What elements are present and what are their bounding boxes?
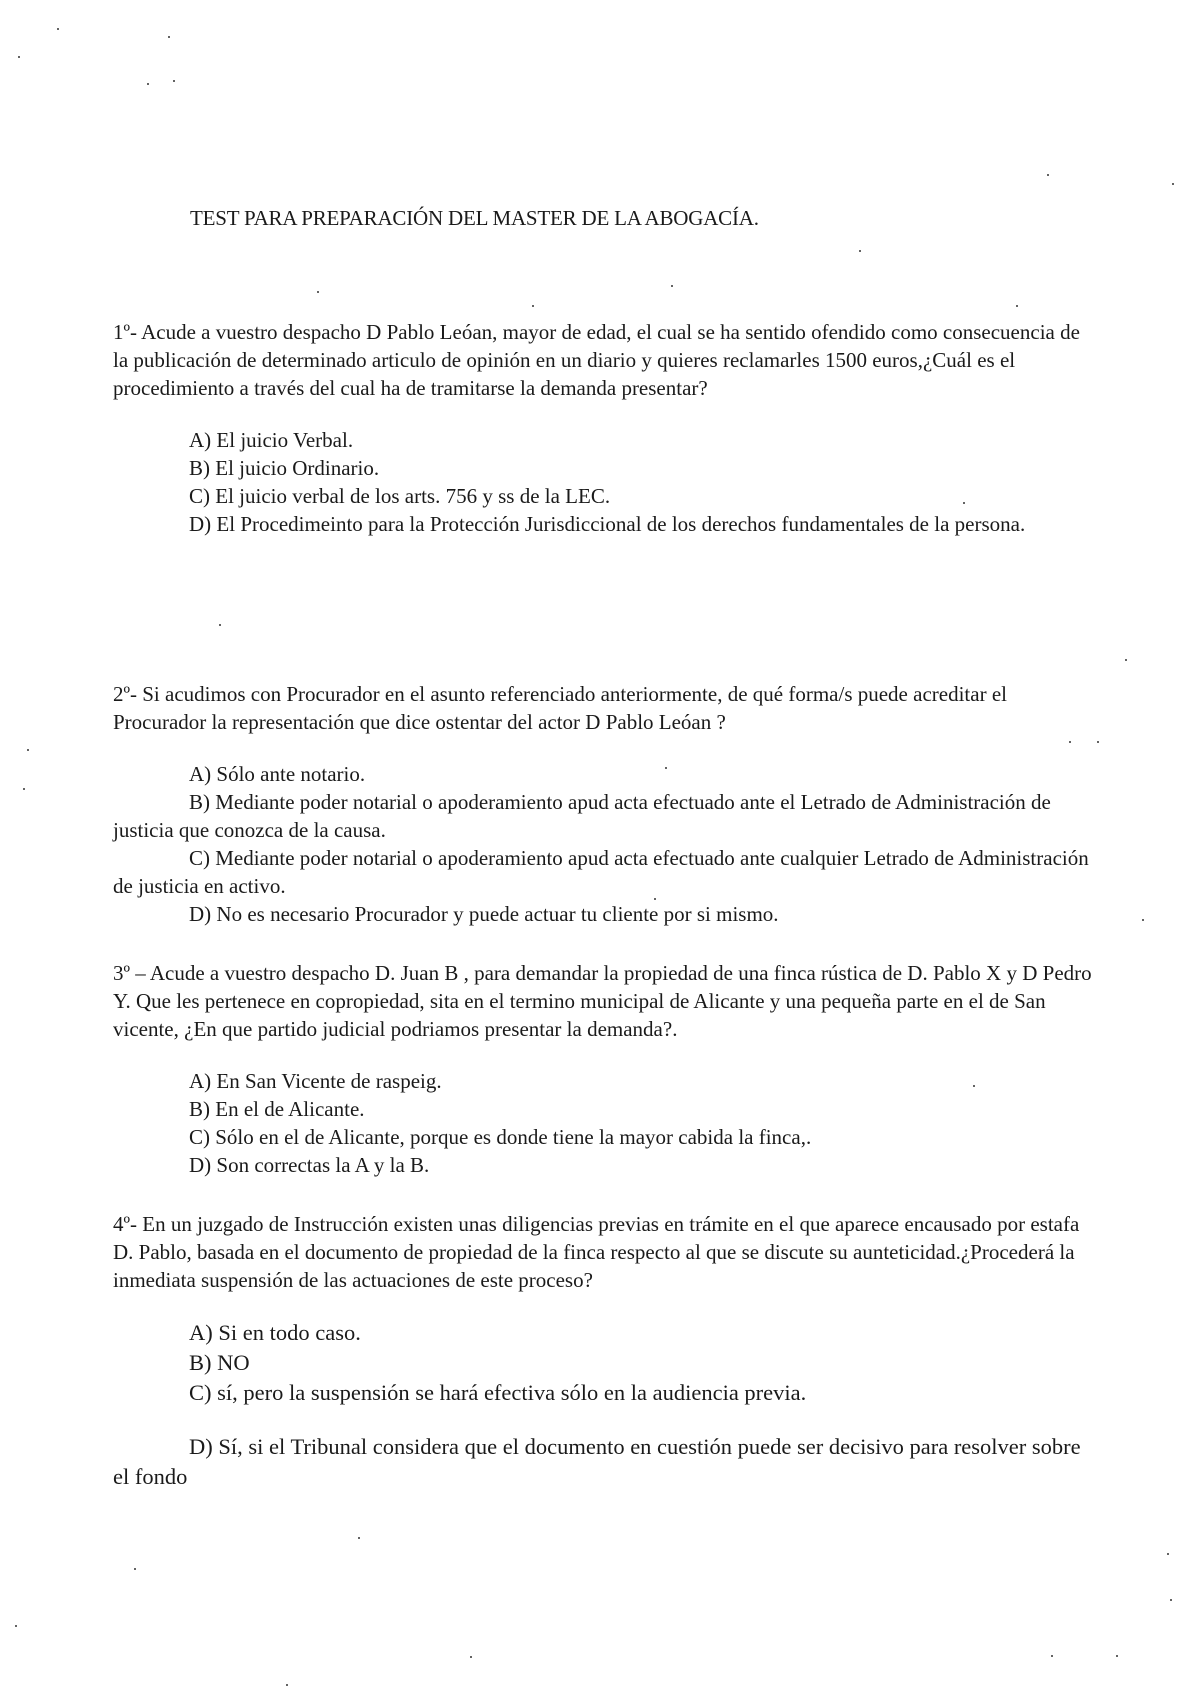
scan-speck — [654, 898, 656, 900]
scan-speck — [671, 285, 673, 287]
scan-speck — [1116, 1655, 1118, 1657]
scan-speck — [1172, 183, 1174, 185]
scan-speck — [15, 1625, 17, 1627]
scan-speck — [1016, 305, 1018, 307]
question-4 — [113, 1210, 1093, 1492]
question-1 — [113, 318, 1093, 538]
scan-speck — [57, 28, 59, 30]
scan-speck — [317, 291, 319, 293]
question-3-option-a: A) En San Vicente de raspeig. — [189, 1069, 442, 1093]
question-2-option-c: C) Mediante poder notarial o apoderamiento apud acta efectuado ante cualquier Letrado de Administración de justicia en activo. — [113, 846, 1089, 898]
question-4-option-a: A) Si en todo caso. — [189, 1320, 361, 1345]
scan-speck — [1170, 1599, 1172, 1601]
question-2-text: 2º- Si acudimos con Procurador en el asunto referenciado anteriormente, de qué forma/s puede acreditar el Procurador la representación que dice ostentar del actor D Pablo Leóan ? — [113, 682, 1007, 734]
question-3-option-b: B) En el de Alicante. — [189, 1097, 365, 1121]
question-1-options — [113, 426, 1093, 538]
question-4-option-c: C) sí, pero la suspensión se hará efectiva sólo en la audiencia previa. — [189, 1380, 807, 1405]
scan-speck — [27, 749, 29, 751]
question-3-options — [113, 1067, 1093, 1179]
scan-speck — [147, 83, 149, 85]
question-3-option-c: C) Sólo en el de Alicante, porque es donde tiene la mayor cabida la finca,. — [189, 1125, 812, 1149]
scan-speck — [963, 502, 965, 504]
scan-speck — [470, 1656, 472, 1658]
scan-speck — [1142, 919, 1144, 921]
question-4-text: 4º- En un juzgado de Instrucción existen unas diligencias previas en trámite en el que aparece encausado por estafa D. Pablo, basada en el documento de propiedad de la finca respecto al que se discute su aunteticidad.¿Procederá la inmediata suspensión de las actuaciones de este proceso? — [113, 1212, 1080, 1292]
scan-speck — [23, 788, 25, 790]
scan-speck — [134, 1568, 136, 1570]
question-4-option-b: B) NO — [189, 1350, 250, 1375]
scan-speck — [358, 1537, 360, 1539]
scan-speck — [173, 80, 175, 82]
question-1-option-c: C) El juicio verbal de los arts. 756 y ss de la LEC. — [189, 484, 611, 508]
question-4-options — [113, 1318, 1093, 1492]
scan-speck — [973, 1085, 975, 1087]
scan-speck — [1047, 174, 1049, 176]
question-1-option-a: A) El juicio Verbal. — [189, 428, 354, 452]
scan-speck — [665, 767, 667, 769]
scan-speck — [219, 624, 221, 626]
scan-speck — [1125, 659, 1127, 661]
question-3-option-d: D) Son correctas la A y la B. — [189, 1153, 430, 1177]
scan-speck — [286, 1684, 288, 1686]
document-title: TEST PARA PREPARACIÓN DEL MASTER DE LA ABOGACÍA. — [190, 206, 759, 230]
scan-speck — [1097, 741, 1099, 743]
question-1-text: 1º- Acude a vuestro despacho D Pablo Leóan, mayor de edad, el cual se ha sentido ofendido como consecuencia de la publicación de determinado articulo de opinión en un diario y quieres reclamarles 1500 euros,¿Cuál es el procedimiento a través del cual ha de tramitarse la demanda presentar? — [113, 320, 1080, 400]
scan-speck — [1167, 1553, 1169, 1555]
scan-speck — [18, 56, 20, 58]
question-4-option-d: D) Sí, si el Tribunal considera que el documento en cuestión puede ser decisivo para resolver sobre el fondo — [113, 1434, 1081, 1489]
question-2-options — [113, 760, 1093, 928]
scan-speck — [859, 250, 861, 252]
question-2 — [113, 680, 1093, 928]
question-2-option-b: B) Mediante poder notarial o apoderamiento apud acta efectuado ante el Letrado de Administración de justicia que conozca de la causa. — [113, 790, 1051, 842]
scan-speck — [1051, 1655, 1053, 1657]
question-2-option-d: D) No es necesario Procurador y puede actuar tu cliente por si mismo. — [189, 902, 779, 926]
question-3 — [113, 959, 1093, 1179]
question-3-text: 3º – Acude a vuestro despacho D. Juan B , para demandar la propiedad de una finca rústica de D. Pablo X y D Pedro Y. Que les pertenece en copropiedad, sita en el termino municipal de Alicante y una pequeña parte en el de San vicente, ¿En que partido judicial podriamos presentar la demanda?. — [113, 961, 1092, 1041]
question-1-option-b: B) El juicio Ordinario. — [189, 456, 380, 480]
scan-speck — [532, 305, 534, 307]
scan-speck — [168, 36, 170, 38]
scan-speck — [1069, 741, 1071, 743]
question-2-option-a: A) Sólo ante notario. — [189, 762, 366, 786]
question-1-option-d: D) El Procedimeinto para la Protección Jurisdiccional de los derechos fundamentales de la persona. — [189, 512, 1026, 536]
